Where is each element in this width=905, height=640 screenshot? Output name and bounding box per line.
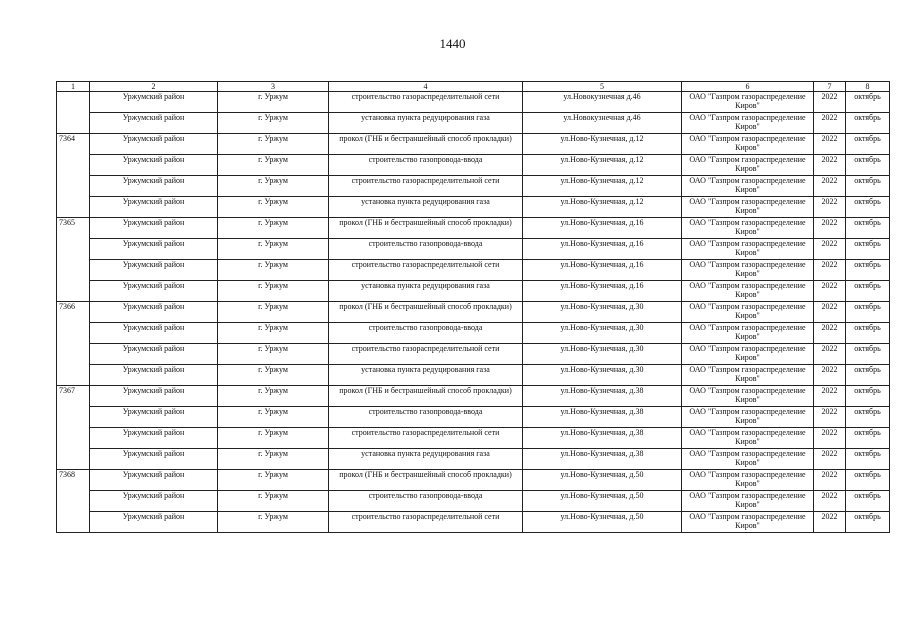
- month-cell: октябрь: [846, 218, 890, 239]
- year-cell: 2022: [814, 113, 846, 134]
- table-row: [57, 428, 890, 449]
- work-type-cell: установка пункта редуцирования газа: [329, 113, 523, 134]
- district-cell: Уржумский район: [90, 176, 218, 197]
- row-number-cell: [57, 365, 90, 386]
- city-cell: г. Уржум: [218, 155, 329, 176]
- district-cell: Уржумский район: [90, 512, 218, 533]
- year-cell: 2022: [814, 239, 846, 260]
- work-type-cell: строительство газораспределительной сети: [329, 176, 523, 197]
- row-number-cell: [57, 92, 90, 113]
- city-cell: г. Уржум: [218, 281, 329, 302]
- city-cell: г. Уржум: [218, 512, 329, 533]
- address-cell: ул.Ново-Кузнечная, д.16: [523, 260, 682, 281]
- city-cell: г. Уржум: [218, 470, 329, 491]
- address-cell: ул.Ново-Кузнечная, д.12: [523, 176, 682, 197]
- column-header: 6: [682, 82, 814, 92]
- city-cell: г. Уржум: [218, 407, 329, 428]
- owner-cell: ОАО "Газпром газораспределение Киров": [682, 113, 814, 134]
- work-type-cell: строительство газораспределительной сети: [329, 260, 523, 281]
- district-cell: Уржумский район: [90, 491, 218, 512]
- year-cell: 2022: [814, 344, 846, 365]
- district-cell: Уржумский район: [90, 92, 218, 113]
- owner-cell: ОАО "Газпром газораспределение Киров": [682, 365, 814, 386]
- district-cell: Уржумский район: [90, 113, 218, 134]
- district-cell: Уржумский район: [90, 407, 218, 428]
- work-type-cell: строительство газораспределительной сети: [329, 428, 523, 449]
- row-number-cell: [57, 344, 90, 365]
- table-row: [57, 365, 890, 386]
- work-type-cell: прокол (ГНБ и бестраншейный способ прокладки): [329, 134, 523, 155]
- city-cell: г. Уржум: [218, 365, 329, 386]
- district-cell: Уржумский район: [90, 344, 218, 365]
- city-cell: г. Уржум: [218, 92, 329, 113]
- row-number-cell: [57, 491, 90, 512]
- address-cell: ул.Ново-Кузнечная, д.12: [523, 134, 682, 155]
- row-number-cell: 7368: [57, 470, 90, 491]
- table-row: [57, 407, 890, 428]
- column-header: 8: [846, 82, 890, 92]
- city-cell: г. Уржум: [218, 491, 329, 512]
- table-body: [57, 92, 890, 533]
- work-type-cell: установка пункта редуцирования газа: [329, 365, 523, 386]
- month-cell: октябрь: [846, 491, 890, 512]
- year-cell: 2022: [814, 491, 846, 512]
- row-number-cell: [57, 512, 90, 533]
- district-cell: Уржумский район: [90, 239, 218, 260]
- city-cell: г. Уржум: [218, 218, 329, 239]
- city-cell: г. Уржум: [218, 239, 329, 260]
- owner-cell: ОАО "Газпром газораспределение Киров": [682, 344, 814, 365]
- row-number-cell: 7364: [57, 134, 90, 155]
- table-row: [57, 113, 890, 134]
- month-cell: октябрь: [846, 260, 890, 281]
- page-number: 1440: [439, 36, 466, 51]
- city-cell: г. Уржум: [218, 386, 329, 407]
- year-cell: 2022: [814, 176, 846, 197]
- district-cell: Уржумский район: [90, 323, 218, 344]
- work-type-cell: строительство газопровода-ввода: [329, 407, 523, 428]
- table-row: [57, 260, 890, 281]
- district-cell: Уржумский район: [90, 386, 218, 407]
- year-cell: 2022: [814, 260, 846, 281]
- work-type-cell: установка пункта редуцирования газа: [329, 281, 523, 302]
- row-number-cell: [57, 281, 90, 302]
- owner-cell: ОАО "Газпром газораспределение Киров": [682, 239, 814, 260]
- owner-cell: ОАО "Газпром газораспределение Киров": [682, 491, 814, 512]
- column-header: 4: [329, 82, 523, 92]
- district-cell: Уржумский район: [90, 302, 218, 323]
- column-number-row: [57, 82, 890, 92]
- month-cell: октябрь: [846, 428, 890, 449]
- work-type-cell: строительство газораспределительной сети: [329, 512, 523, 533]
- table-row: [57, 92, 890, 113]
- owner-cell: ОАО "Газпром газораспределение Киров": [682, 302, 814, 323]
- city-cell: г. Уржум: [218, 323, 329, 344]
- owner-cell: ОАО "Газпром газораспределение Киров": [682, 386, 814, 407]
- city-cell: г. Уржум: [218, 344, 329, 365]
- row-number-cell: [57, 176, 90, 197]
- row-number-cell: [57, 239, 90, 260]
- address-cell: ул.Ново-Кузнечная, д.16: [523, 281, 682, 302]
- address-cell: ул.Ново-Кузнечная, д.50: [523, 491, 682, 512]
- month-cell: октябрь: [846, 134, 890, 155]
- row-number-cell: [57, 155, 90, 176]
- work-type-cell: прокол (ГНБ и бестраншейный способ прокладки): [329, 386, 523, 407]
- year-cell: 2022: [814, 428, 846, 449]
- column-header: 7: [814, 82, 846, 92]
- address-cell: ул.Ново-Кузнечная, д.38: [523, 428, 682, 449]
- year-cell: 2022: [814, 281, 846, 302]
- city-cell: г. Уржум: [218, 176, 329, 197]
- year-cell: 2022: [814, 197, 846, 218]
- month-cell: октябрь: [846, 470, 890, 491]
- year-cell: 2022: [814, 92, 846, 113]
- table-row: [57, 512, 890, 533]
- work-type-cell: прокол (ГНБ и бестраншейный способ прокладки): [329, 470, 523, 491]
- address-cell: ул.Новокузнечная д.46: [523, 113, 682, 134]
- owner-cell: ОАО "Газпром газораспределение Киров": [682, 155, 814, 176]
- district-cell: Уржумский район: [90, 155, 218, 176]
- month-cell: октябрь: [846, 386, 890, 407]
- owner-cell: ОАО "Газпром газораспределение Киров": [682, 92, 814, 113]
- year-cell: 2022: [814, 218, 846, 239]
- year-cell: 2022: [814, 512, 846, 533]
- year-cell: 2022: [814, 155, 846, 176]
- owner-cell: ОАО "Газпром газораспределение Киров": [682, 218, 814, 239]
- row-number-cell: 7365: [57, 218, 90, 239]
- row-number-cell: [57, 449, 90, 470]
- year-cell: 2022: [814, 449, 846, 470]
- address-cell: ул.Ново-Кузнечная, д.30: [523, 344, 682, 365]
- month-cell: октябрь: [846, 323, 890, 344]
- month-cell: октябрь: [846, 302, 890, 323]
- owner-cell: ОАО "Газпром газораспределение Киров": [682, 428, 814, 449]
- owner-cell: ОАО "Газпром газораспределение Киров": [682, 470, 814, 491]
- work-type-cell: строительство газораспределительной сети: [329, 92, 523, 113]
- district-cell: Уржумский район: [90, 134, 218, 155]
- work-type-cell: строительство газопровода-ввода: [329, 239, 523, 260]
- month-cell: октябрь: [846, 155, 890, 176]
- month-cell: октябрь: [846, 197, 890, 218]
- owner-cell: ОАО "Газпром газораспределение Киров": [682, 449, 814, 470]
- work-type-cell: строительство газопровода-ввода: [329, 491, 523, 512]
- year-cell: 2022: [814, 302, 846, 323]
- district-cell: Уржумский район: [90, 449, 218, 470]
- address-cell: ул.Ново-Кузнечная, д.30: [523, 323, 682, 344]
- city-cell: г. Уржум: [218, 113, 329, 134]
- table-row: [57, 155, 890, 176]
- table-row: [57, 386, 890, 407]
- owner-cell: ОАО "Газпром газораспределение Киров": [682, 197, 814, 218]
- month-cell: октябрь: [846, 449, 890, 470]
- district-cell: Уржумский район: [90, 365, 218, 386]
- year-cell: 2022: [814, 470, 846, 491]
- owner-cell: ОАО "Газпром газораспределение Киров": [682, 260, 814, 281]
- city-cell: г. Уржум: [218, 134, 329, 155]
- table-row: [57, 281, 890, 302]
- month-cell: октябрь: [846, 176, 890, 197]
- year-cell: 2022: [814, 386, 846, 407]
- table-row: [57, 197, 890, 218]
- month-cell: октябрь: [846, 512, 890, 533]
- city-cell: г. Уржум: [218, 260, 329, 281]
- work-type-cell: строительство газораспределительной сети: [329, 344, 523, 365]
- table-row: [57, 470, 890, 491]
- district-cell: Уржумский район: [90, 218, 218, 239]
- column-header: 1: [57, 82, 90, 92]
- address-cell: ул.Ново-Кузнечная, д.38: [523, 407, 682, 428]
- row-number-cell: [57, 323, 90, 344]
- address-cell: ул.Ново-Кузнечная, д.16: [523, 239, 682, 260]
- month-cell: октябрь: [846, 281, 890, 302]
- row-number-cell: [57, 407, 90, 428]
- month-cell: октябрь: [846, 365, 890, 386]
- address-cell: ул.Ново-Кузнечная, д.50: [523, 470, 682, 491]
- year-cell: 2022: [814, 323, 846, 344]
- district-cell: Уржумский район: [90, 197, 218, 218]
- table-row: [57, 449, 890, 470]
- month-cell: октябрь: [846, 344, 890, 365]
- row-number-cell: [57, 260, 90, 281]
- owner-cell: ОАО "Газпром газораспределение Киров": [682, 512, 814, 533]
- district-cell: Уржумский район: [90, 428, 218, 449]
- row-number-cell: 7366: [57, 302, 90, 323]
- year-cell: 2022: [814, 407, 846, 428]
- table-row: [57, 344, 890, 365]
- work-type-cell: установка пункта редуцирования газа: [329, 197, 523, 218]
- address-cell: ул.Ново-Кузнечная, д.12: [523, 197, 682, 218]
- table-row: [57, 323, 890, 344]
- city-cell: г. Уржум: [218, 302, 329, 323]
- table-row: [57, 491, 890, 512]
- address-cell: ул.Ново-Кузнечная, д.38: [523, 386, 682, 407]
- address-cell: ул.Ново-Кузнечная, д.38: [523, 449, 682, 470]
- address-cell: ул.Ново-Кузнечная, д.50: [523, 512, 682, 533]
- row-number-cell: [57, 197, 90, 218]
- owner-cell: ОАО "Газпром газораспределение Киров": [682, 323, 814, 344]
- address-cell: ул.Ново-Кузнечная, д.30: [523, 365, 682, 386]
- month-cell: октябрь: [846, 407, 890, 428]
- row-number-cell: 7367: [57, 386, 90, 407]
- year-cell: 2022: [814, 134, 846, 155]
- city-cell: г. Уржум: [218, 197, 329, 218]
- address-cell: ул.Ново-Кузнечная, д.12: [523, 155, 682, 176]
- work-type-cell: прокол (ГНБ и бестраншейный способ прокладки): [329, 218, 523, 239]
- work-type-cell: строительство газопровода-ввода: [329, 155, 523, 176]
- month-cell: октябрь: [846, 92, 890, 113]
- district-cell: Уржумский район: [90, 260, 218, 281]
- month-cell: октябрь: [846, 113, 890, 134]
- work-type-cell: строительство газопровода-ввода: [329, 323, 523, 344]
- row-number-cell: [57, 428, 90, 449]
- table-row: [57, 176, 890, 197]
- owner-cell: ОАО "Газпром газораспределение Киров": [682, 176, 814, 197]
- owner-cell: ОАО "Газпром газораспределение Киров": [682, 134, 814, 155]
- month-cell: октябрь: [846, 239, 890, 260]
- column-header: 5: [523, 82, 682, 92]
- address-cell: ул.Ново-Кузнечная, д.30: [523, 302, 682, 323]
- address-cell: ул.Ново-Кузнечная, д.16: [523, 218, 682, 239]
- city-cell: г. Уржум: [218, 428, 329, 449]
- table-row: [57, 239, 890, 260]
- year-cell: 2022: [814, 365, 846, 386]
- registry-table: [56, 81, 890, 533]
- owner-cell: ОАО "Газпром газораспределение Киров": [682, 407, 814, 428]
- owner-cell: ОАО "Газпром газораспределение Киров": [682, 281, 814, 302]
- column-header: 2: [90, 82, 218, 92]
- district-cell: Уржумский район: [90, 281, 218, 302]
- work-type-cell: прокол (ГНБ и бестраншейный способ прокладки): [329, 302, 523, 323]
- work-type-cell: установка пункта редуцирования газа: [329, 449, 523, 470]
- address-cell: ул.Новокузнечная д.46: [523, 92, 682, 113]
- district-cell: Уржумский район: [90, 470, 218, 491]
- row-number-cell: [57, 113, 90, 134]
- city-cell: г. Уржум: [218, 449, 329, 470]
- column-header: 3: [218, 82, 329, 92]
- table-row: [57, 218, 890, 239]
- table-row: [57, 302, 890, 323]
- table-row: [57, 134, 890, 155]
